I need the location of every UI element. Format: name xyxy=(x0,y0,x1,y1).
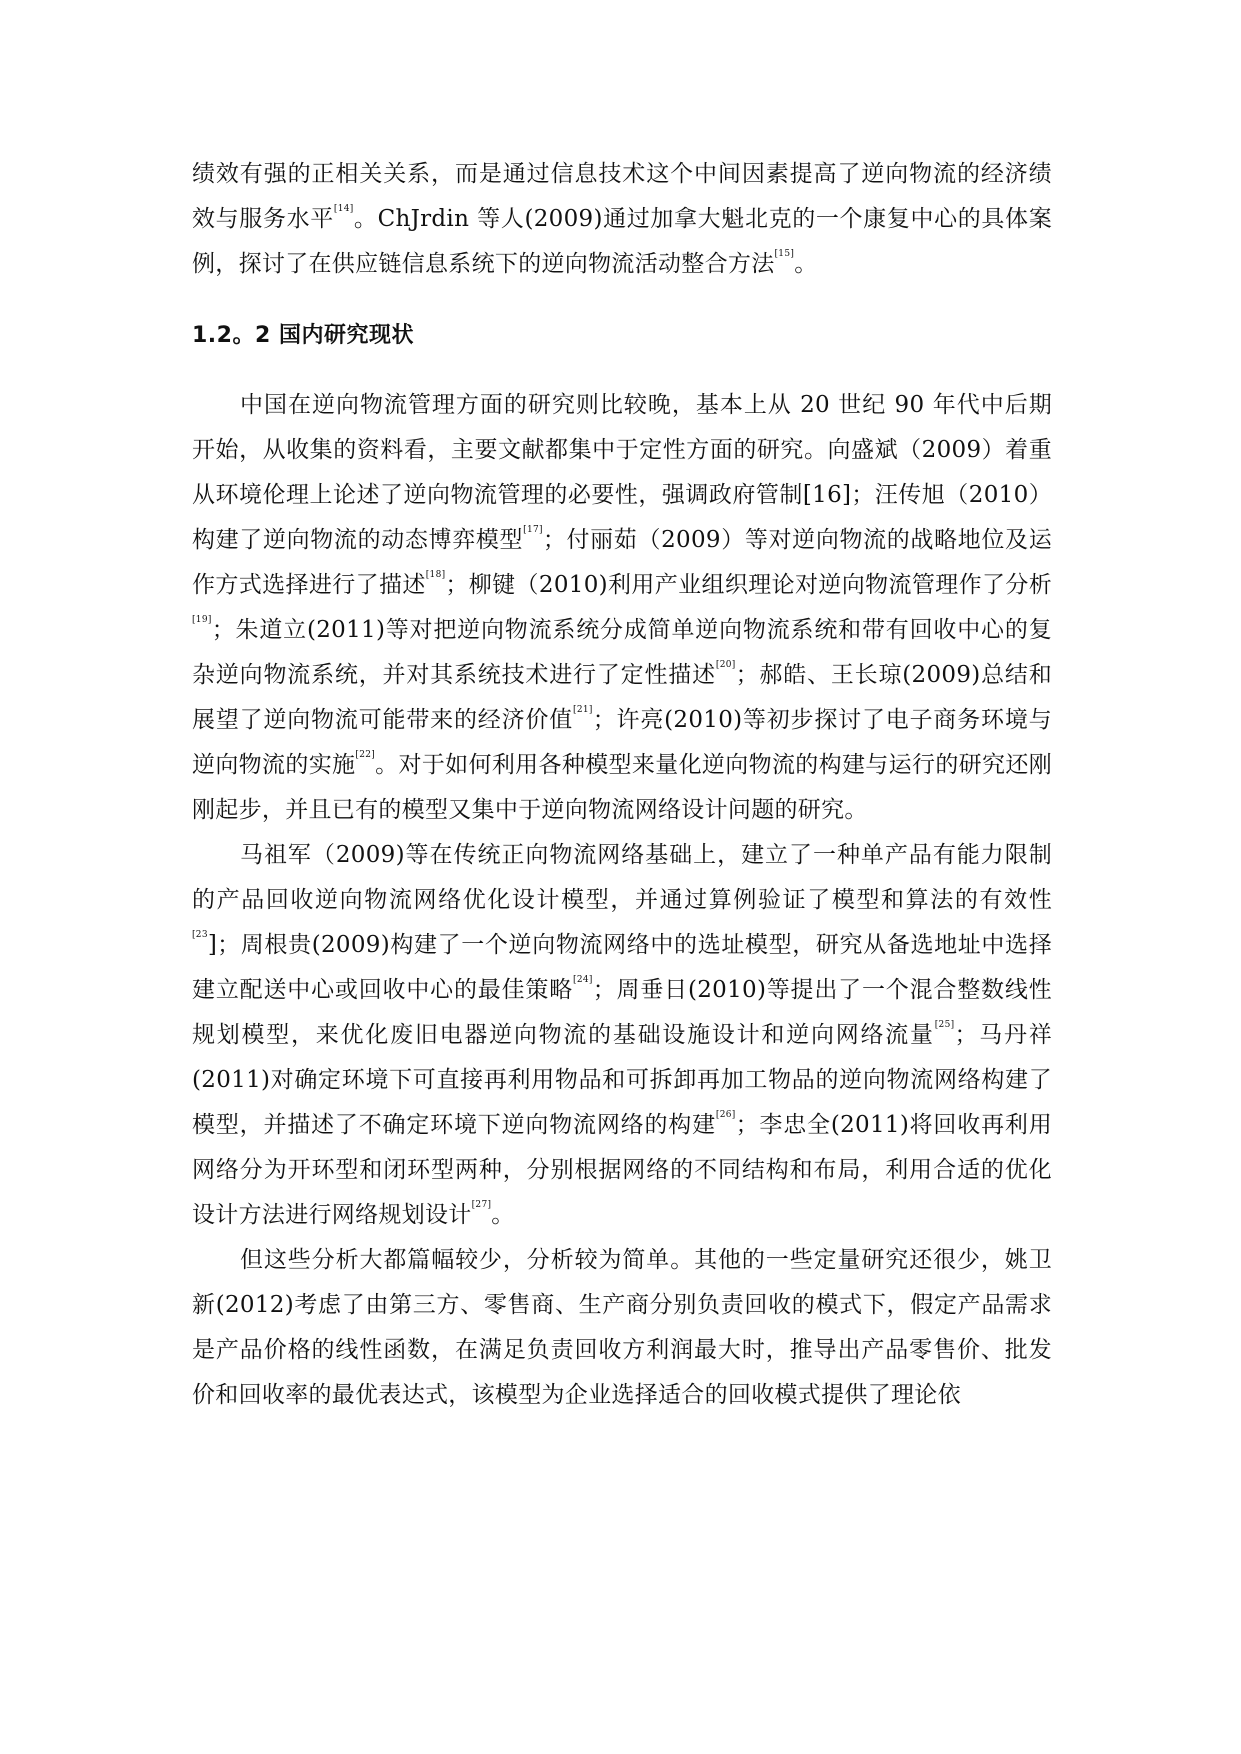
text: ；柳键（2010)利用产业组织理论对逆向物流管理作了分析 xyxy=(445,572,1053,598)
citation: [26] xyxy=(715,1110,736,1121)
citation: [21] xyxy=(573,705,593,716)
paragraph-intro xyxy=(192,152,1052,287)
citation: [18] xyxy=(425,570,446,581)
citation: [14] xyxy=(333,204,354,215)
text: ]；周根贵(2009)构建了一个逆向物流网络中的选址模型，研究从备选地址中选择建立配送中心或回收中心的最佳策略 xyxy=(192,932,1052,1003)
text: ；周垂日(2010)等提出了一个混合整数线性规划模型，来优化废旧电器逆向物流的基础设施设计和逆向网络流量 xyxy=(192,977,1052,1048)
citation: [25] xyxy=(934,1020,955,1031)
text: ；郝皓、王长琼(2009)总结和展望了逆向物流可能带来的经济价值 xyxy=(192,662,1052,733)
text: 。 xyxy=(794,251,818,277)
text: ；马丹祥(2011)对确定环境下可直接再利用物品和可拆卸再加工物品的逆向物流网络构建了模型，并描述了不确定环境下逆向物流网络的构建 xyxy=(192,1022,1053,1138)
citation: [27] xyxy=(471,1200,492,1211)
text: 。ChJrdin 等人(2009)通过加拿大魁北克的一个康复中心的具体案例，探讨了在供应链信息系统下的逆向物流活动整合方法 xyxy=(192,206,1052,277)
citation: [15] xyxy=(774,249,795,260)
citation: [19] xyxy=(192,615,212,626)
section-heading: 1.2。2 国内研究现状 xyxy=(192,323,414,348)
paragraph-domestic-research xyxy=(192,383,1052,833)
text: ；许亮(2010)等初步探讨了电子商务环境与逆向物流的实施 xyxy=(192,707,1052,778)
paragraph-quantitative-research xyxy=(192,1238,1052,1418)
citation: [23 xyxy=(192,930,208,941)
paragraph-network-models xyxy=(192,833,1052,1238)
citation: [22] xyxy=(355,750,376,761)
text: 中国在逆向物流管理方面的研究则比较晚，基本上从 20 世纪 90 年代中后期开始，从收集的资料看，主要文献都集中于定性方面的研究。向盛斌（2009）着重从环境伦理上论述了逆向物流管理的必要性，强调政府管制[16]；汪传旭（2010）构建了逆向物流的动态博弈模型 xyxy=(192,392,1052,553)
text: 但这些分析大都篇幅较少，分析较为简单。其他的一些定量研究还很少，姚卫新(2012)考虑了由第三方、零售商、生产商分别负责回收的模式下，假定产品需求是产品价格的线性函数，在满足负责回收方利润最大时，推导出产品零售价、批发价和回收率的最优表达式，该模型为企业选择适合的回收模式提供了理论依 xyxy=(192,1247,1052,1408)
text: 马祖军（2009)等在传统正向物流网络基础上，建立了一种单产品有能力限制的产品回收逆向物流网络优化设计模型，并通过算例验证了模型和算法的有效性 xyxy=(192,842,1052,913)
text: 。 xyxy=(491,1202,515,1228)
text: ；付丽茹（2009）等对逆向物流的战略地位及运作方式选择进行了描述 xyxy=(192,527,1052,598)
page-content xyxy=(192,152,1052,1418)
text: 。对于如何利用各种模型来量化逆向物流的构建与运行的研究还刚刚起步，并且已有的模型又集中于逆向物流网络设计问题的研究。 xyxy=(192,752,1053,823)
text: ；朱道立(2011)等对把逆向物流系统分成简单逆向物流系统和带有回收中心的复杂逆向物流系统，并对其系统技术进行了定性描述 xyxy=(192,617,1052,688)
text: 绩效有强的正相关关系，而是通过信息技术这个中间因素提高了逆向物流的经济绩效与服务水平 xyxy=(192,161,1052,232)
text: ；李忠全(2011)将回收再利用网络分为开环型和闭环型两种，分别根据网络的不同结构和布局，利用合适的优化设计方法进行网络规划设计 xyxy=(192,1112,1052,1228)
citation: [20] xyxy=(715,660,736,671)
citation: [24] xyxy=(573,975,593,986)
citation: [17] xyxy=(523,525,543,536)
